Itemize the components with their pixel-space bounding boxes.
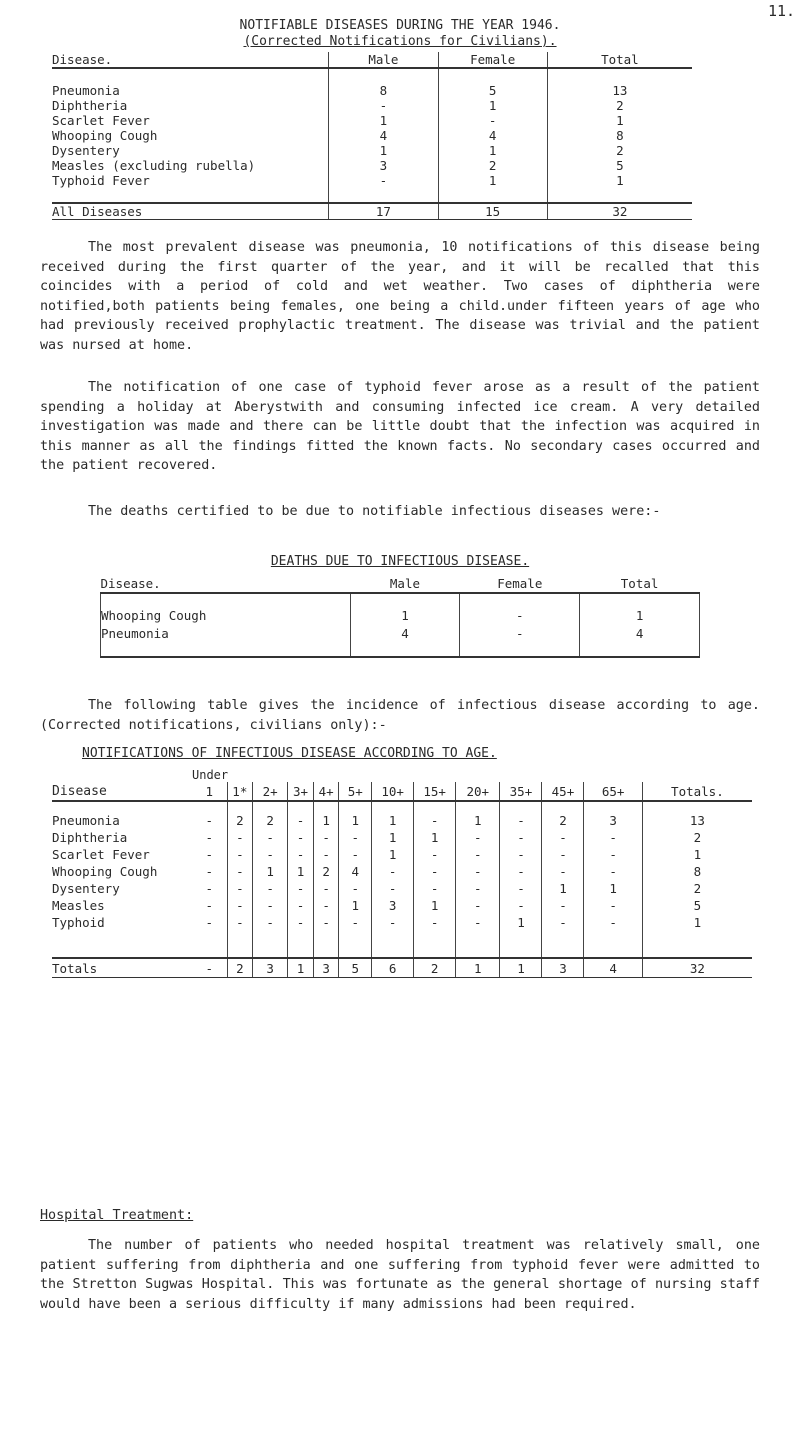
col-totals: Totals.	[642, 782, 752, 801]
age-count: 1	[584, 880, 642, 897]
age-count: -	[414, 914, 456, 931]
disease-name: Diphtheria	[52, 98, 128, 113]
age-count: -	[288, 914, 314, 931]
table-row	[52, 158, 692, 173]
female-count: -	[438, 113, 547, 128]
total-count: 8	[547, 128, 692, 143]
disease-name: Whooping Cough	[52, 864, 158, 879]
age-count: -	[456, 897, 500, 914]
age-count: -	[253, 914, 288, 931]
table-row	[52, 128, 692, 143]
age-count: -	[500, 863, 542, 880]
age-count: -	[584, 846, 642, 863]
hospital-heading: Hospital Treatment:	[40, 1208, 194, 1223]
age-count: -	[205, 813, 214, 828]
disease-name: Pneumonia	[52, 83, 120, 98]
age-count: -	[253, 829, 288, 846]
table-row	[101, 606, 700, 624]
female-count: 2	[438, 158, 547, 173]
age-count: -	[227, 914, 253, 931]
total-count: 1	[547, 113, 692, 128]
totals-label: Totals	[52, 958, 192, 978]
age-count: -	[313, 829, 339, 846]
col-female: Female	[460, 574, 580, 593]
age-count: -	[339, 846, 372, 863]
paragraph-age-intro: The following table gives the incidence of infectious disease according to age. (Corrected notifications, civilians only):-	[40, 698, 760, 733]
age-count: -	[205, 881, 214, 896]
male-count: 1	[329, 143, 438, 158]
age-count: 1	[339, 897, 372, 914]
table-row	[52, 863, 752, 880]
male-count: 1	[329, 113, 438, 128]
age-count: -	[372, 880, 414, 897]
age-count: 1	[339, 812, 372, 829]
paragraph-hospital: The number of patients who needed hospital treatment was relatively small, one patient suffering from diphtheria and one suffering from typhoid fever were admitted to the Stretton Sugwas Hospital. This was fortunate as the general shortage of nursing staff would have been a serious difficulty if many admissions had been required.	[40, 1238, 760, 1312]
age-table-body	[52, 812, 752, 931]
age-count: -	[253, 880, 288, 897]
age-count: -	[227, 880, 253, 897]
age-count: -	[456, 829, 500, 846]
age-count: 1	[456, 812, 500, 829]
age-count: -	[414, 812, 456, 829]
age-count: -	[313, 914, 339, 931]
age-count: -	[288, 829, 314, 846]
total-count: 1	[547, 173, 692, 188]
col-age: 5+	[339, 782, 372, 801]
table3-title: NOTIFICATIONS OF INFECTIOUS DISEASE ACCORDING TO AGE.	[82, 746, 497, 761]
age-count: 2	[542, 812, 584, 829]
row-total: 2	[642, 880, 752, 897]
col-age: 3+	[288, 782, 314, 801]
table-row	[52, 914, 752, 931]
age-count: -	[227, 829, 253, 846]
age-count: -	[500, 880, 542, 897]
age-count: -	[313, 846, 339, 863]
age-count: 1	[414, 829, 456, 846]
row-total: 1	[642, 914, 752, 931]
age-count: -	[414, 863, 456, 880]
age-count: -	[227, 863, 253, 880]
deaths-table	[100, 574, 700, 658]
male-count: 3	[329, 158, 438, 173]
disease-name: Typhoid	[52, 915, 105, 930]
age-count: 2	[313, 863, 339, 880]
male-count: 1	[350, 606, 460, 624]
table1-title: NOTIFIABLE DISEASES DURING THE YEAR 1946.	[239, 18, 561, 33]
col-age: 4+	[313, 782, 339, 801]
age-total: -	[192, 958, 227, 978]
age-count: -	[456, 863, 500, 880]
age-count: -	[542, 846, 584, 863]
age-total: 1	[456, 958, 500, 978]
female-count: 1	[438, 173, 547, 188]
age-count: -	[339, 914, 372, 931]
col-age: 1*	[227, 782, 253, 801]
age-count: 1	[253, 863, 288, 880]
col-age: 65+	[584, 782, 642, 801]
table-row	[52, 880, 752, 897]
table-row	[52, 829, 752, 846]
age-count: -	[288, 880, 314, 897]
paragraph-deaths: The deaths certified to be due to notifiable infectious diseases were:-	[88, 504, 661, 519]
age-count: 3	[584, 812, 642, 829]
age-count: -	[288, 846, 314, 863]
total-count: 4	[580, 624, 700, 642]
disease-name: Pneumonia	[52, 813, 120, 828]
age-notifications-table	[52, 768, 752, 978]
age-count: -	[542, 829, 584, 846]
disease-name: Whooping Cough	[52, 128, 158, 143]
age-count: 1	[542, 880, 584, 897]
table1-subtitle: (Corrected Notifications for Civilians).	[243, 34, 557, 49]
age-count: -	[456, 914, 500, 931]
table-row	[52, 173, 692, 188]
grand-total: 32	[642, 958, 752, 978]
disease-name: Measles (excluding rubella)	[52, 158, 256, 173]
age-count: -	[339, 880, 372, 897]
age-count: -	[205, 830, 214, 845]
male-count: 4	[329, 128, 438, 143]
col-disease: Disease	[52, 782, 192, 801]
disease-name: Dysentery	[52, 881, 120, 896]
age-total: 2	[227, 958, 253, 978]
age-count: -	[542, 914, 584, 931]
table-row	[52, 98, 692, 113]
age-count: 2	[227, 812, 253, 829]
female-count: 5	[438, 83, 547, 98]
age-count: -	[205, 898, 214, 913]
age-count: -	[584, 829, 642, 846]
table-row	[52, 113, 692, 128]
total-row	[52, 203, 692, 220]
age-count: -	[500, 812, 542, 829]
age-total: 3	[542, 958, 584, 978]
age-count: 1	[372, 846, 414, 863]
age-count: -	[227, 897, 253, 914]
col-male: Male	[329, 52, 438, 68]
col-age: 15+	[414, 782, 456, 801]
col-age: 2+	[253, 782, 288, 801]
male-count: 8	[329, 83, 438, 98]
age-count: -	[414, 880, 456, 897]
col-disease: Disease.	[52, 52, 329, 68]
table-row	[52, 897, 752, 914]
age-count: -	[253, 897, 288, 914]
age-count: 1	[372, 812, 414, 829]
paragraph-typhoid: The notification of one case of typhoid fever arose as a result of the patient spending a holiday at Aberystwith and consuming infected ice cream. A very detailed investigation was made and there can be little doubt that the infection was acquired in this manner as all the findings fitted the known facts. No secondary cases occurred and the patient recovered.	[40, 380, 760, 474]
table-row	[52, 83, 692, 98]
age-total: 5	[339, 958, 372, 978]
age-count: -	[205, 915, 214, 930]
age-count: -	[205, 864, 214, 879]
age-count: -	[313, 897, 339, 914]
table-row	[101, 624, 700, 642]
disease-name: Whooping Cough	[101, 606, 351, 624]
male-count: 4	[350, 624, 460, 642]
age-count: 1	[313, 812, 339, 829]
female-count: 1	[438, 98, 547, 113]
age-count: -	[584, 863, 642, 880]
disease-name: Diphtheria	[52, 830, 128, 845]
age-count: -	[253, 846, 288, 863]
age-count: -	[313, 880, 339, 897]
table-row	[52, 846, 752, 863]
age-count: 1	[372, 829, 414, 846]
age-count: 3	[372, 897, 414, 914]
age-count: 1	[288, 863, 314, 880]
age-total: 4	[584, 958, 642, 978]
age-count: 2	[253, 812, 288, 829]
col-female: Female	[438, 52, 547, 68]
age-count: -	[542, 863, 584, 880]
age-total: 1	[500, 958, 542, 978]
age-total: 3	[253, 958, 288, 978]
age-count: -	[500, 829, 542, 846]
notifiable-diseases-table	[52, 52, 692, 220]
total-count: 2	[547, 143, 692, 158]
col-male: Male	[350, 574, 460, 593]
total-count: 1	[580, 606, 700, 624]
col-disease: Disease.	[101, 574, 351, 593]
disease-name: Typhoid Fever	[52, 173, 150, 188]
age-count: -	[205, 847, 214, 862]
age-count: -	[456, 846, 500, 863]
age-total: 3	[313, 958, 339, 978]
age-count: -	[584, 897, 642, 914]
age-count: -	[227, 846, 253, 863]
female-total: 15	[438, 203, 547, 220]
female-count: 1	[438, 143, 547, 158]
age-count: -	[584, 914, 642, 931]
male-count: -	[329, 173, 438, 188]
age-count: -	[339, 829, 372, 846]
row-total: 2	[642, 829, 752, 846]
female-count: -	[460, 624, 580, 642]
age-total: 2	[414, 958, 456, 978]
age-count: -	[372, 863, 414, 880]
disease-name: Scarlet Fever	[52, 113, 150, 128]
age-total: 1	[288, 958, 314, 978]
paragraph-pneumonia: The most prevalent disease was pneumonia, 10 notifications of this disease being received during the first quarter of the year, and it will be recalled that this coincides with a period of cold and wet weather. Two cases of diphtheria were notified,both patients being females, one being a child.under fifteen years of age who had previously received prophylactic treatment. The disease was trivial and the patient was nursed at home.	[40, 240, 760, 353]
row-total: 8	[642, 863, 752, 880]
disease-name: Dysentery	[52, 143, 120, 158]
disease-name: Pneumonia	[101, 624, 351, 642]
col-age: 1	[192, 782, 227, 801]
age-count: -	[414, 846, 456, 863]
col-age: 10+	[372, 782, 414, 801]
female-count: -	[460, 606, 580, 624]
total-count: 13	[547, 83, 692, 98]
row-total: 13	[642, 812, 752, 829]
total-count: 2	[547, 98, 692, 113]
col-total: Total	[547, 52, 692, 68]
table-row	[52, 143, 692, 158]
row-total: 5	[642, 897, 752, 914]
table2-title: DEATHS DUE TO INFECTIOUS DISEASE.	[270, 554, 530, 569]
female-count: 4	[438, 128, 547, 143]
age-count: -	[500, 846, 542, 863]
col-age: 35+	[500, 782, 542, 801]
col-age: 20+	[456, 782, 500, 801]
age-count: 4	[339, 863, 372, 880]
age-count: 1	[414, 897, 456, 914]
male-total: 17	[329, 203, 438, 220]
age-count: 1	[500, 914, 542, 931]
totals-row	[52, 958, 752, 978]
age-count: -	[372, 914, 414, 931]
col-total: Total	[580, 574, 700, 593]
total-count: 5	[547, 158, 692, 173]
male-count: -	[329, 98, 438, 113]
age-count: -	[542, 897, 584, 914]
disease-name: Measles	[52, 898, 105, 913]
age-count: -	[288, 897, 314, 914]
age-count: -	[288, 812, 314, 829]
page-number: 11.	[768, 2, 796, 20]
grand-total: 32	[547, 203, 692, 220]
age-count: -	[456, 880, 500, 897]
age-table-totals	[52, 958, 752, 978]
row-total: 1	[642, 846, 752, 863]
disease-name: Scarlet Fever	[52, 847, 150, 862]
col-age: 45+	[542, 782, 584, 801]
age-total: 6	[372, 958, 414, 978]
age-count: -	[500, 897, 542, 914]
table-row	[52, 812, 752, 829]
header-under: Under	[192, 768, 229, 782]
total-label: All Diseases	[52, 203, 329, 220]
